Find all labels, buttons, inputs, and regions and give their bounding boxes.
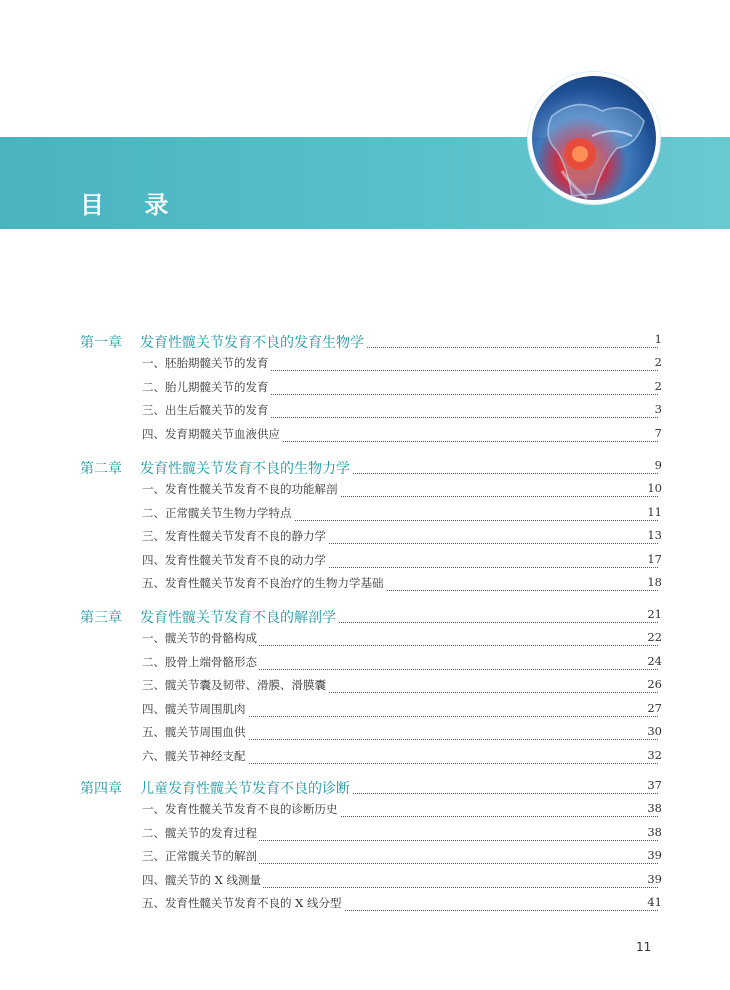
chapter-title: 发育性髋关节发育不良的发育生物学	[140, 332, 366, 352]
section-title: 四、髋关节的 X 线测量	[142, 872, 261, 887]
chapter-title: 发育性髋关节发育不良的解剖学	[140, 607, 338, 627]
section-page-number: 11	[644, 505, 662, 519]
toc-section-entry[interactable]	[0, 630, 730, 652]
section-page-number: 17	[644, 552, 662, 566]
toc-section-entry[interactable]	[0, 426, 730, 448]
section-page-number: 18	[644, 575, 662, 589]
section-page-number: 41	[644, 895, 662, 909]
section-page-number: 30	[644, 724, 662, 738]
chapter-page-number: 37	[644, 778, 662, 792]
toc-section-entry[interactable]	[0, 825, 730, 847]
toc-chapter-entry[interactable]	[0, 458, 730, 480]
section-title: 六、髋关节神经支配	[142, 748, 246, 763]
toc-section-entry[interactable]	[0, 801, 730, 823]
chapter-number: 第四章	[80, 781, 122, 797]
section-title: 四、髋关节周围肌肉	[142, 701, 246, 716]
toc-section-entry[interactable]	[0, 848, 730, 870]
section-title: 三、发育性髋关节发育不良的静力学	[142, 529, 326, 543]
section-title: 二、股骨上端骨骼形态	[142, 654, 257, 669]
chapter-page-number: 1	[652, 332, 662, 346]
section-page-number: 32	[644, 748, 662, 762]
section-page-number: 7	[652, 426, 662, 440]
section-page-number: 38	[644, 825, 662, 839]
toc-section-entry[interactable]	[0, 528, 730, 550]
chapter-page-number: 9	[652, 458, 662, 472]
section-page-number: 3	[652, 402, 662, 416]
section-title: 一、发育性髋关节发育不良的功能解剖	[142, 482, 338, 496]
toc-section-entry[interactable]	[0, 481, 730, 503]
section-title: 二、胎儿期髋关节的发育	[142, 379, 269, 394]
section-page-number: 2	[652, 379, 662, 393]
section-page-number: 10	[644, 481, 662, 495]
section-title: 四、发育性髋关节发育不良的动力学	[142, 552, 326, 567]
section-title: 二、髋关节的发育过程	[142, 825, 257, 840]
chapter-title: 儿童发育性髋关节发育不良的诊断	[140, 778, 352, 798]
chapter-number: 第三章	[80, 610, 122, 626]
section-page-number: 22	[644, 630, 662, 644]
section-title: 三、出生后髋关节的发育	[142, 403, 269, 417]
section-title: 二、正常髋关节生物力学特点	[142, 505, 292, 520]
toc-section-entry[interactable]	[0, 505, 730, 527]
section-title: 一、胚胎期髋关节的发育	[142, 356, 269, 370]
toc-section-entry[interactable]	[0, 748, 730, 770]
section-title: 一、发育性髋关节发育不良的诊断历史	[142, 802, 338, 816]
toc-section-entry[interactable]	[0, 654, 730, 676]
section-page-number: 13	[644, 528, 662, 542]
section-title: 四、发育期髋关节血液供应	[142, 426, 280, 441]
toc-section-entry[interactable]	[0, 355, 730, 377]
section-title: 五、发育性髋关节发育不良的 X 线分型	[142, 896, 342, 910]
chapter-page-number: 21	[644, 607, 662, 621]
toc-section-entry[interactable]	[0, 677, 730, 699]
section-title: 五、髋关节周围血供	[142, 725, 246, 739]
section-page-number: 39	[644, 872, 662, 886]
section-title: 一、髋关节的骨骼构成	[142, 631, 257, 645]
chapter-title: 发育性髋关节发育不良的生物力学	[140, 458, 352, 478]
page-title: 目 录	[80, 191, 185, 219]
toc-chapter-entry[interactable]	[0, 778, 730, 800]
section-page-number: 38	[644, 801, 662, 815]
toc-section-entry[interactable]	[0, 402, 730, 424]
section-page-number: 2	[652, 355, 662, 369]
toc-chapter-entry[interactable]	[0, 332, 730, 354]
toc-section-entry[interactable]	[0, 575, 730, 597]
chapter-number: 第二章	[80, 461, 122, 477]
hip-anatomy-image	[528, 72, 660, 204]
toc-section-entry[interactable]	[0, 724, 730, 746]
toc-section-entry[interactable]	[0, 701, 730, 723]
section-title: 三、正常髋关节的解剖	[142, 849, 257, 863]
toc-section-entry[interactable]	[0, 552, 730, 574]
toc-section-entry[interactable]	[0, 872, 730, 894]
toc-section-entry[interactable]	[0, 895, 730, 917]
toc-section-entry[interactable]	[0, 379, 730, 401]
section-page-number: 27	[644, 701, 662, 715]
section-title: 三、髋关节囊及韧带、滑膜、滑膜囊	[142, 678, 326, 692]
pelvis-illustration-icon	[532, 76, 656, 200]
section-page-number: 24	[644, 654, 662, 668]
toc-chapter-entry[interactable]	[0, 607, 730, 629]
chapter-number: 第一章	[80, 335, 122, 351]
section-page-number: 39	[644, 848, 662, 862]
page-number: 11	[636, 940, 652, 954]
section-title: 五、发育性髋关节发育不良治疗的生物力学基础	[142, 576, 384, 590]
section-page-number: 26	[644, 677, 662, 691]
